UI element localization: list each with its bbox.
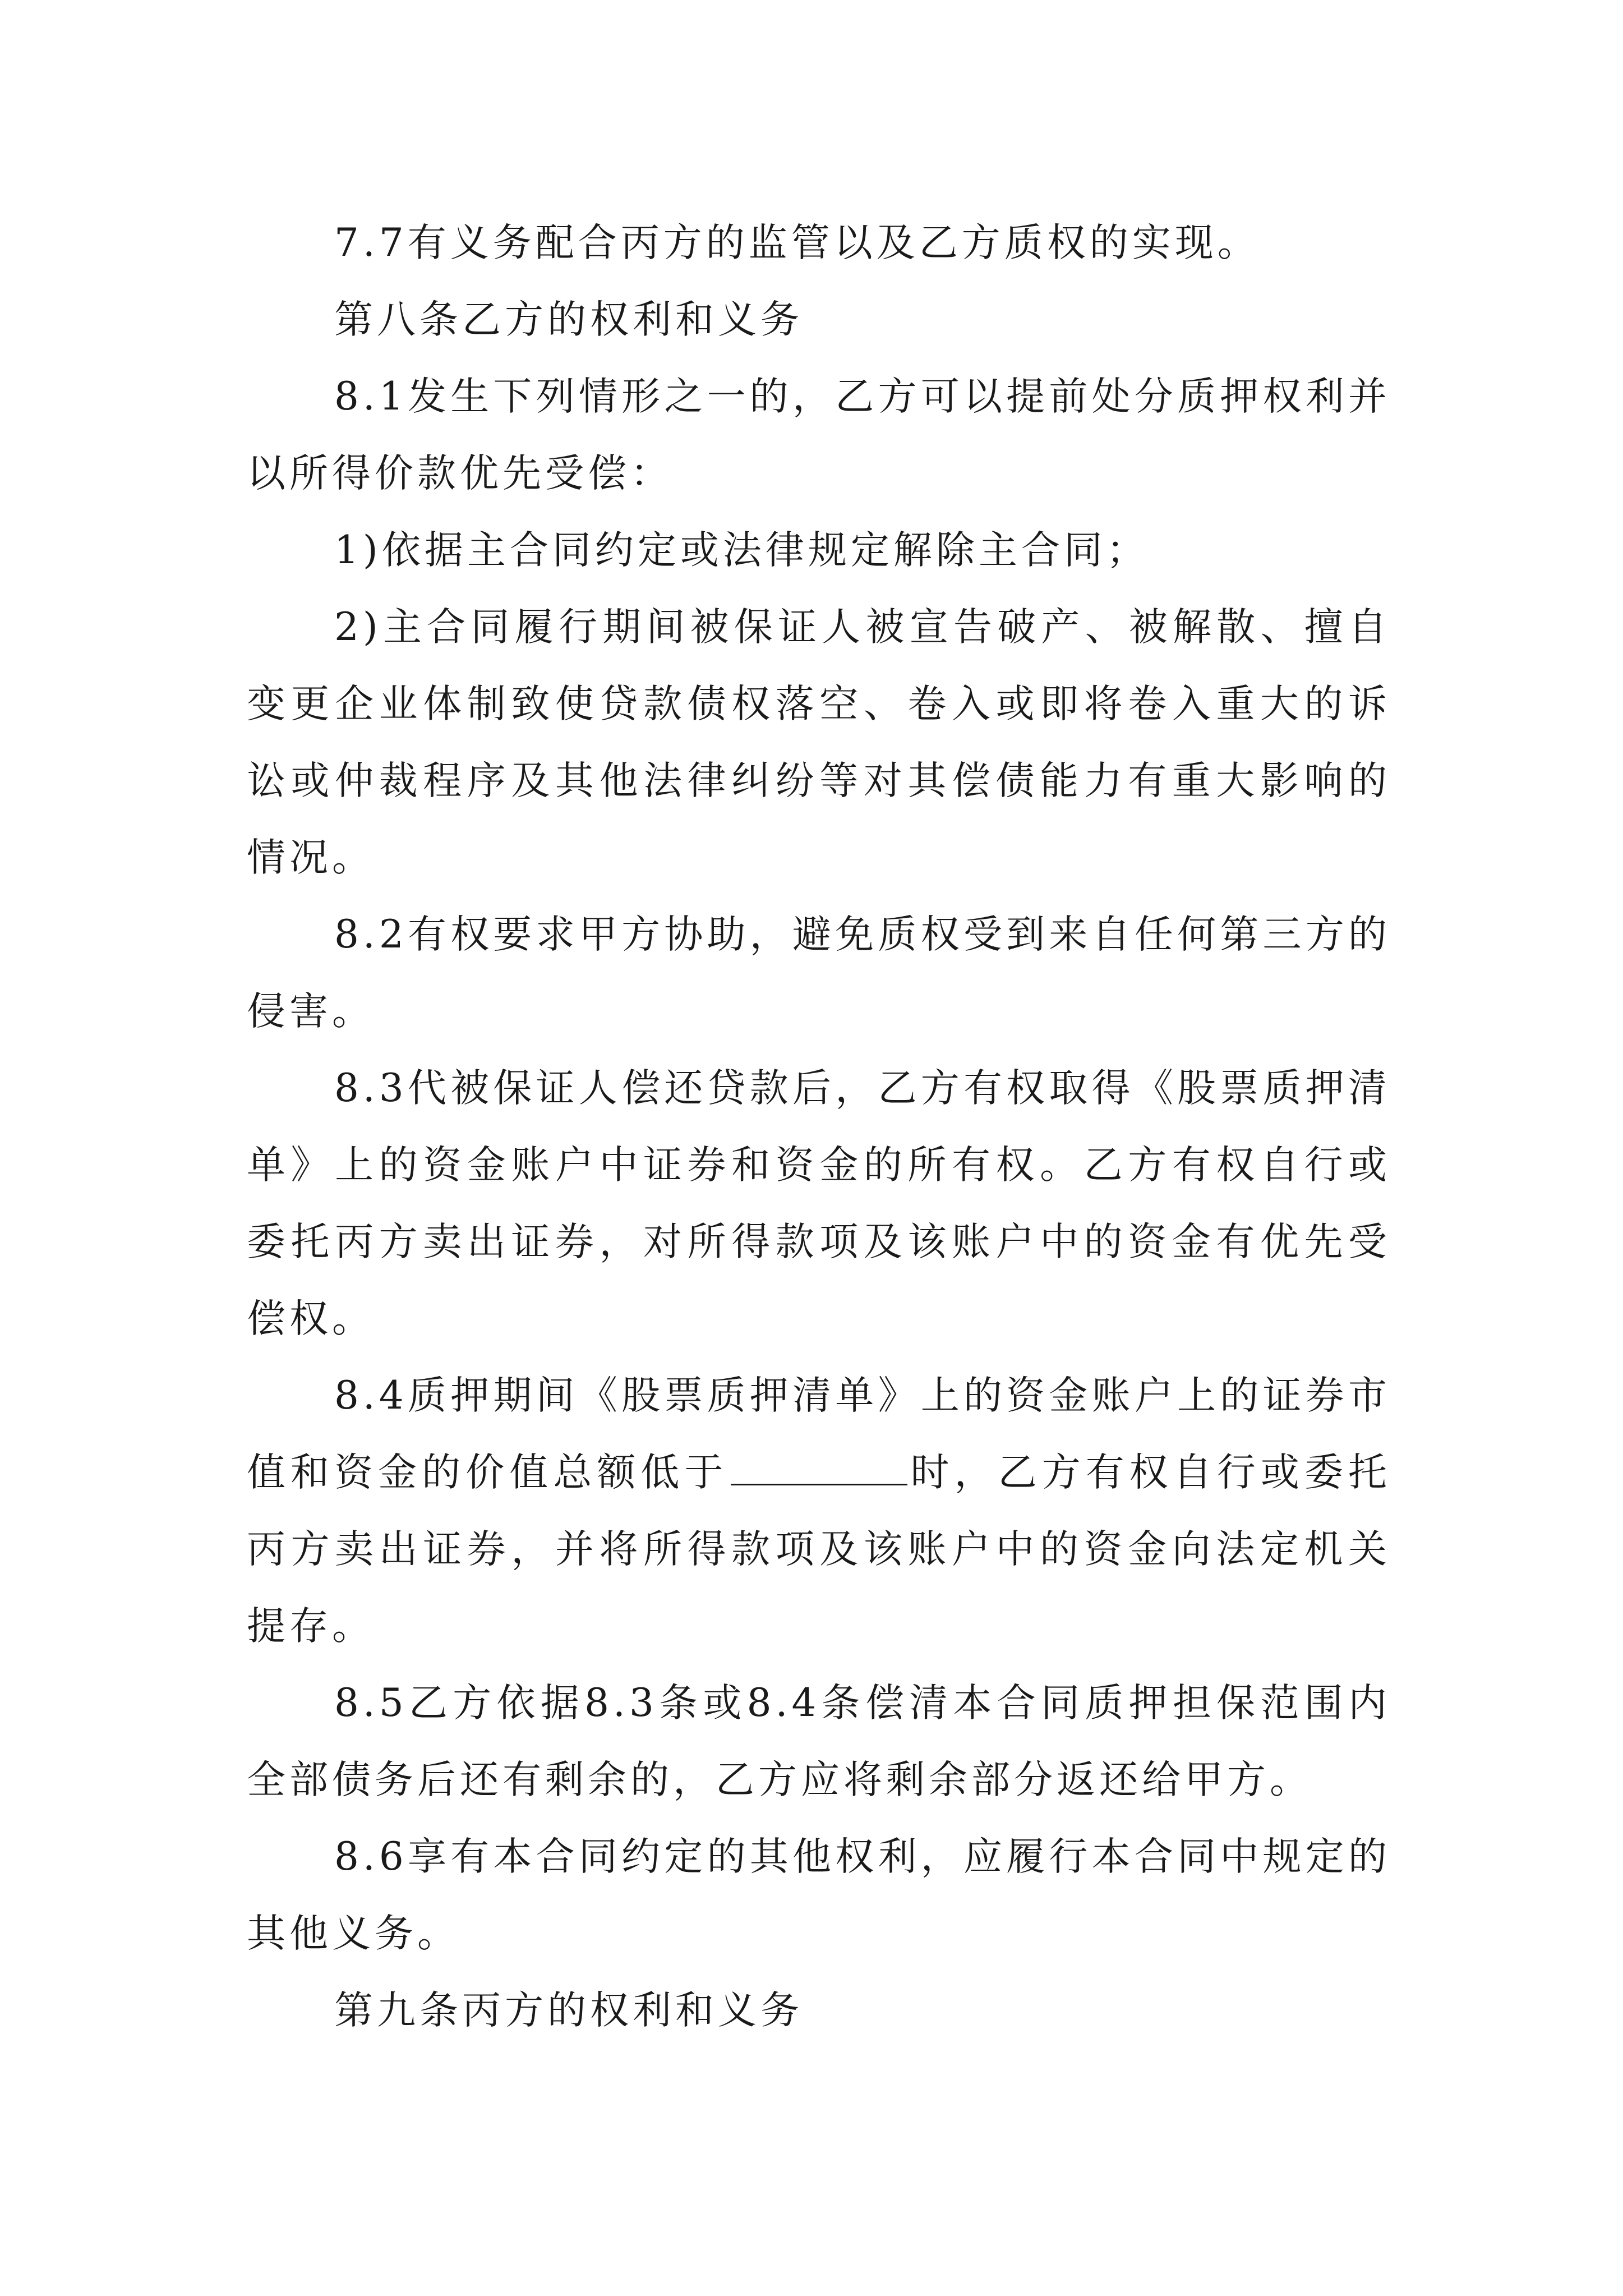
clause-7-7: 7.7有义务配合丙方的监管以及乙方质权的实现。: [334, 220, 1260, 265]
clause-8-1-item-1: 1)依据主合同约定或法律规定解除主合同；: [334, 528, 1149, 573]
document-body: [247, 205, 1391, 2049]
clause-8-4-text-after: 时，乙方有权自行或委托丙方卖出证券，并将所得款项及该账户中的资金向法定机关提存。: [247, 1450, 1391, 1649]
clause-8-3: 8.3代被保证人偿还贷款后，乙方有权取得《股票质押清单》上的资金账户中证券和资金的所有权。乙方有权自行或委托丙方卖出证券，对所得款项及该账户中的资金有优先受偿权。: [247, 1066, 1391, 1341]
blank-fill-line: [731, 1450, 907, 1485]
clause-8-4: [247, 1358, 1391, 1665]
clause-8-4-text-before: 8.4质押期间《股票质押清单》上的资金账户上的证券市值和资金的价值总额低于: [247, 1373, 1391, 1495]
clause-8-6: 8.6享有本合同约定的其他权利，应履行本合同中规定的其他义务。: [247, 1834, 1391, 1956]
article-9-heading: 第九条丙方的权利和义务: [334, 1988, 803, 2033]
clause-8-5: 8.5乙方依据8.3条或8.4条偿清本合同质押担保范围内全部债务后还有剩余的，乙方应将剩余部分返还给甲方。: [247, 1681, 1391, 1802]
clause-8-1: 8.1发生下列情形之一的，乙方可以提前处分质押权利并以所得价款优先受偿：: [247, 374, 1391, 496]
clause-8-1-item-2: 2)主合同履行期间被保证人被宣告破产、被解散、擅自变更企业体制致使贷款债权落空、卷入或即将卷入重大的诉讼或仲裁程序及其他法律纠纷等对其偿债能力有重大影响的情况。: [247, 605, 1391, 880]
article-8-heading: 第八条乙方的权利和义务: [334, 297, 803, 342]
clause-8-2: 8.2有权要求甲方协助，避免质权受到来自任何第三方的侵害。: [247, 912, 1391, 1034]
